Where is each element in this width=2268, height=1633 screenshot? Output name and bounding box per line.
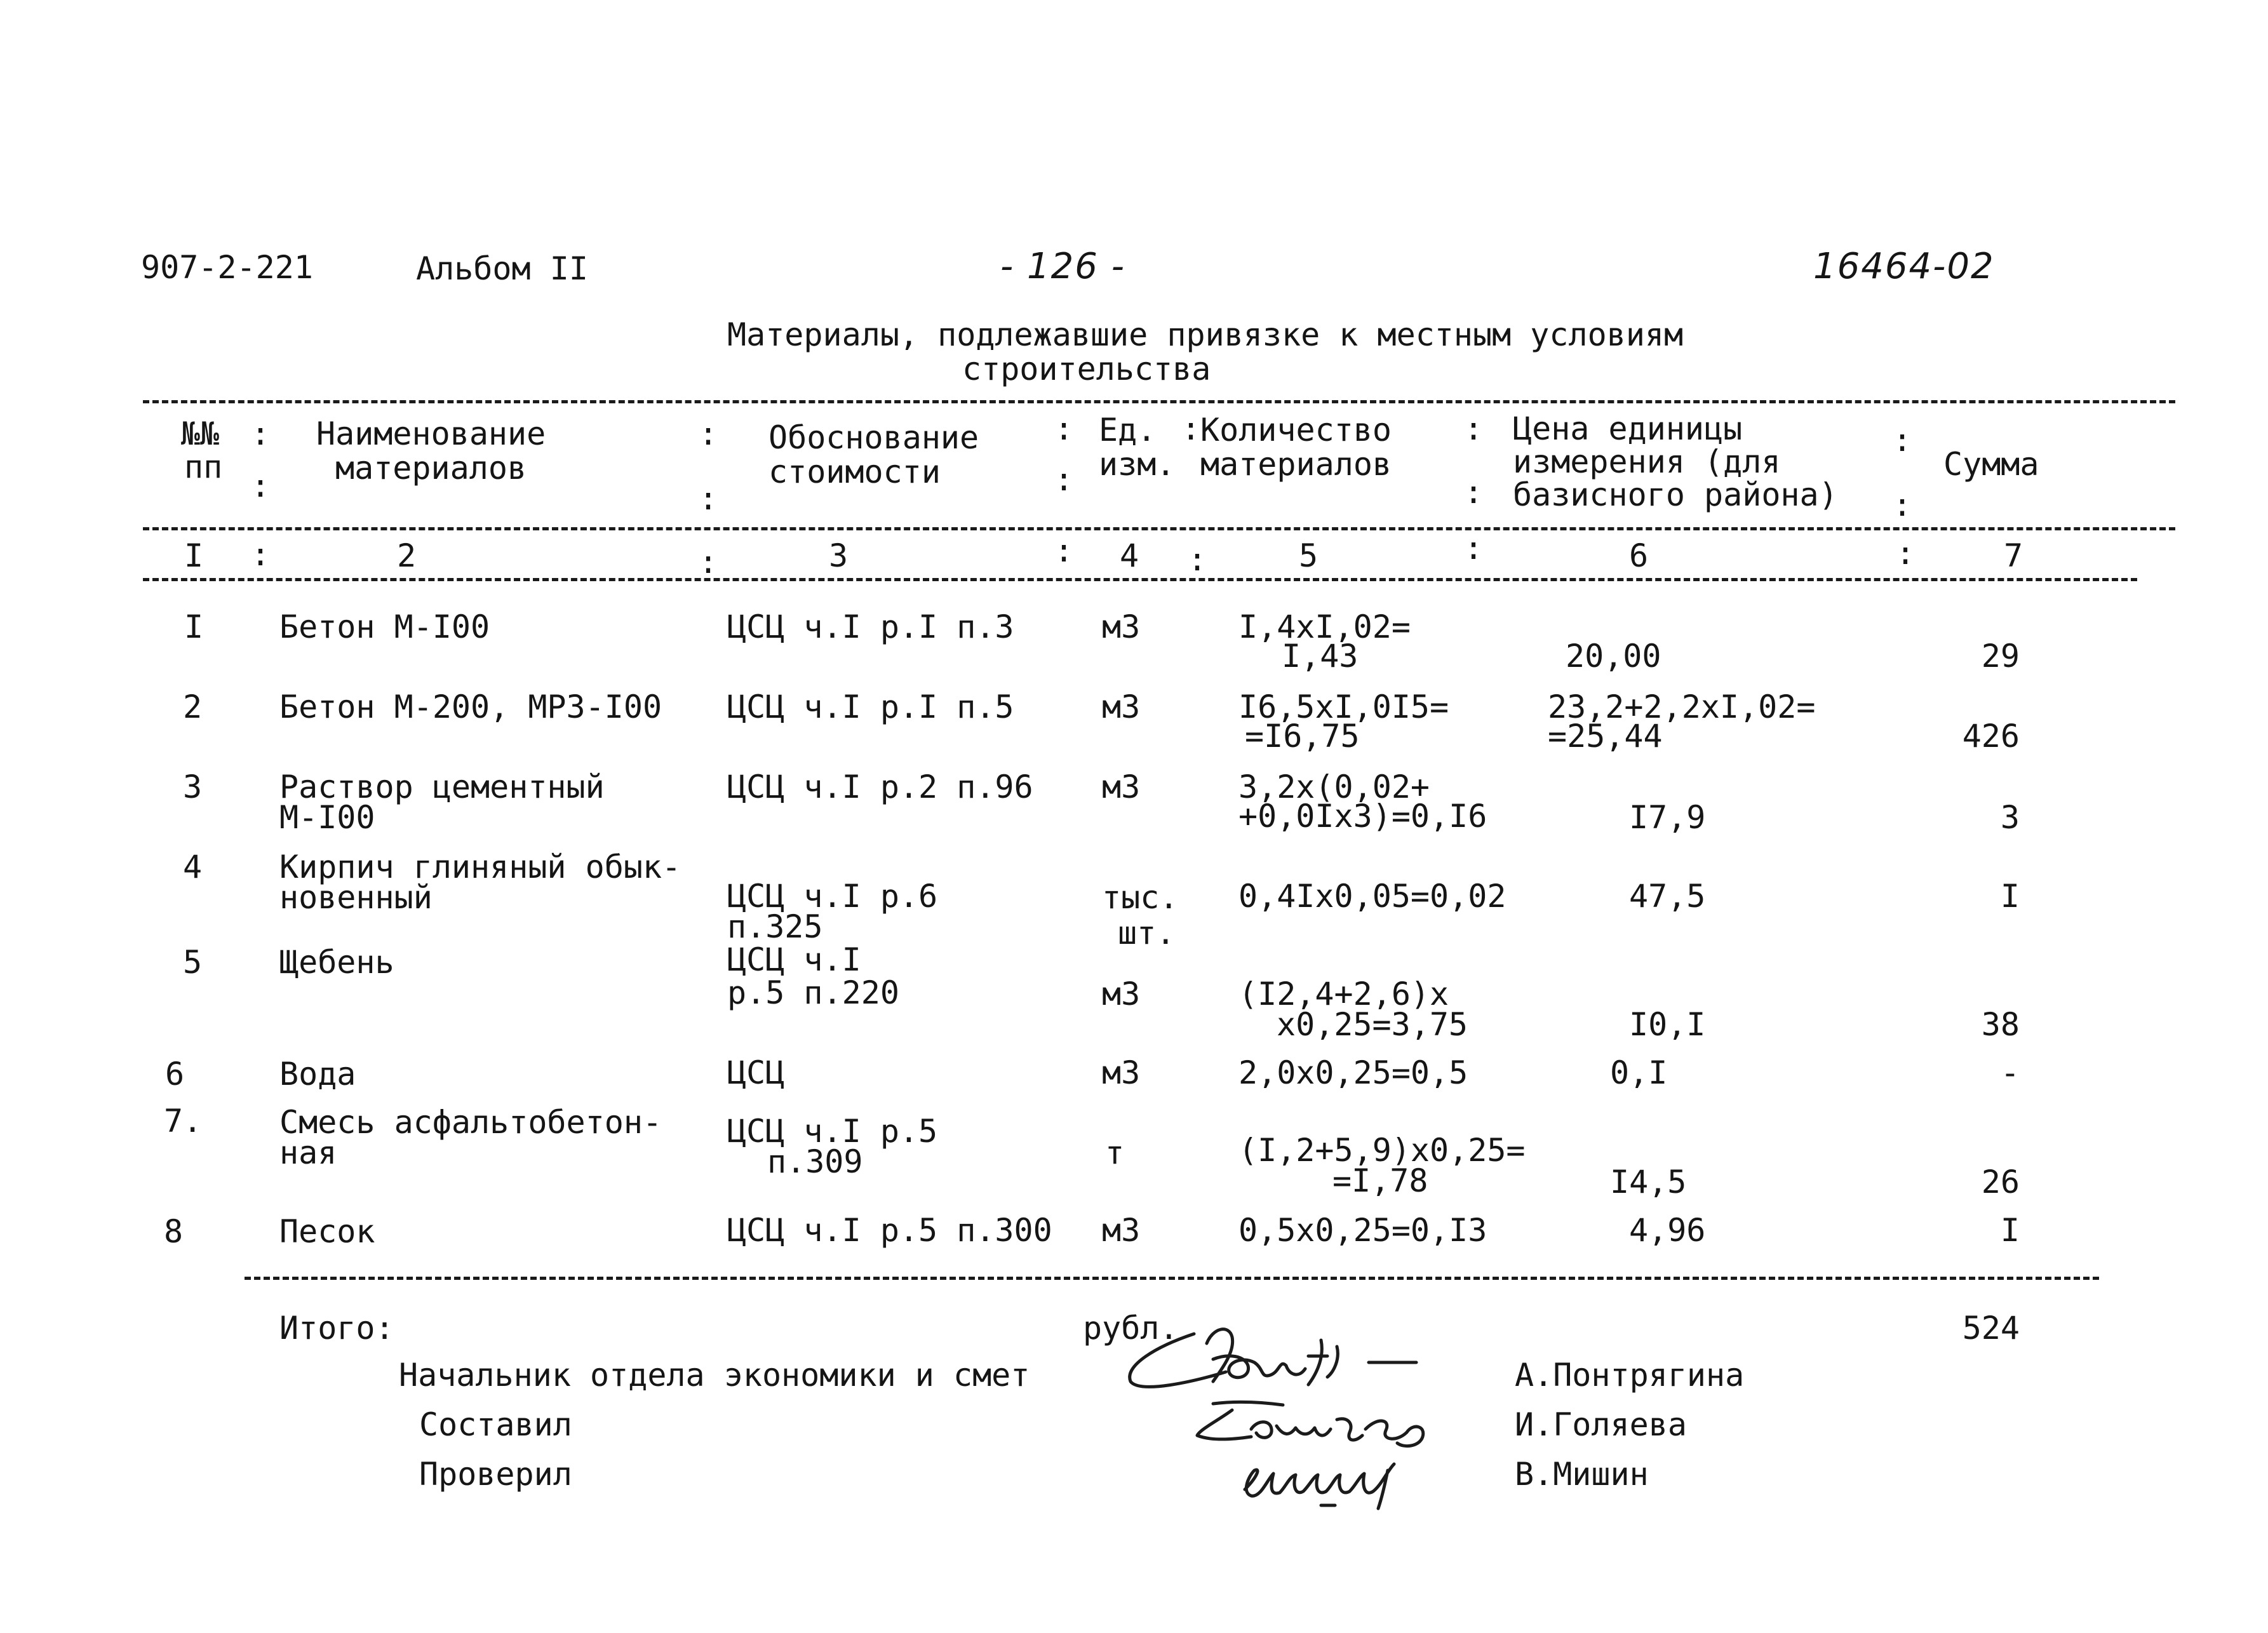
sum: 26 xyxy=(1981,1164,2020,1200)
col-header-number: №№ xyxy=(181,415,220,452)
col-header-sum: Сумма xyxy=(1943,446,2039,483)
unit: м3 xyxy=(1102,1212,1141,1249)
column-number: I xyxy=(184,537,204,574)
col-header-unit: изм. xyxy=(1099,446,1176,483)
row-number: 7. xyxy=(164,1103,203,1139)
header-separator: : xyxy=(1896,535,1916,572)
cost-basis: ЦСЦ ч.I р.5 п.300 xyxy=(727,1212,1052,1249)
col-header-quantity: материалов xyxy=(1200,446,1392,483)
unit-price: I4,5 xyxy=(1610,1164,1687,1200)
material-name: М-I00 xyxy=(279,799,375,836)
column-numbers-rule xyxy=(143,578,2137,581)
material-name: Раствор цементный xyxy=(279,769,605,805)
column-number: 4 xyxy=(1120,537,1139,574)
quantity: 3,2x(0,02+ xyxy=(1238,769,1430,805)
header-separator: : xyxy=(1893,422,1912,459)
header-separator: : xyxy=(1054,461,1074,498)
unit: м3 xyxy=(1102,1054,1141,1091)
column-number: 6 xyxy=(1629,537,1649,574)
col-header-basis: стоимости xyxy=(768,454,941,490)
signature-role: Проверил xyxy=(419,1456,572,1493)
sum: I xyxy=(2000,1212,2020,1249)
cost-basis: ЦСЦ ч.I xyxy=(727,941,861,978)
header-separator: : xyxy=(251,536,271,573)
total-sum: 524 xyxy=(1962,1310,2020,1347)
quantity: +0,0Ix3)=0,I6 xyxy=(1238,798,1487,835)
signature-role: Составил xyxy=(419,1406,572,1443)
cost-basis: п.309 xyxy=(767,1143,863,1180)
unit-price: 4,96 xyxy=(1629,1212,1706,1249)
material-name: Бетон М-I00 xyxy=(279,608,490,645)
signature-name: И.Голяева xyxy=(1515,1406,1687,1443)
sum: - xyxy=(2000,1054,2020,1091)
header-separator: : xyxy=(1893,487,1912,523)
unit: т xyxy=(1105,1134,1125,1171)
quantity: x0,25=3,75 xyxy=(1277,1006,1468,1043)
signature-name: В.Мишин xyxy=(1515,1456,1649,1493)
cost-basis: ЦСЦ ч.I р.2 п.96 xyxy=(727,769,1033,805)
sum: 29 xyxy=(1981,638,2020,675)
row-number: 2 xyxy=(183,689,203,725)
unit-price: 0,I xyxy=(1610,1054,1668,1091)
material-name: Вода xyxy=(279,1056,356,1092)
inventory-number: 16464-02 xyxy=(1813,246,1995,287)
material-name: ная xyxy=(279,1134,337,1171)
col-header-unit: Ед. xyxy=(1099,412,1157,448)
table-title-line1: Материалы, подлежавшие привязке к местным условиям xyxy=(727,316,1684,353)
quantity: I,43 xyxy=(1282,638,1359,675)
column-number: 7 xyxy=(2004,537,2023,574)
unit-price: 47,5 xyxy=(1629,878,1706,915)
unit-price: I0,I xyxy=(1629,1006,1706,1043)
unit: м3 xyxy=(1102,608,1141,645)
unit: тыс. xyxy=(1102,879,1179,916)
material-name: Бетон М-200, МРЗ-I00 xyxy=(279,689,662,725)
unit-price: =25,44 xyxy=(1548,718,1663,755)
cost-basis: п.325 xyxy=(727,908,823,945)
col-header-name: Наименование xyxy=(316,415,546,452)
signature-checker xyxy=(1226,1442,1429,1512)
col-header-price: Цена единицы xyxy=(1513,410,1743,447)
header-separator: : xyxy=(1464,474,1484,511)
document-code: 907-2-221 xyxy=(141,249,313,286)
quantity: (I,2+5,9)x0,25= xyxy=(1238,1132,1526,1169)
quantity: I6,5xI,0I5= xyxy=(1238,689,1449,725)
unit-price: 23,2+2,2xI,02= xyxy=(1548,689,1816,725)
column-number: 5 xyxy=(1299,537,1319,574)
page-number: - 126 - xyxy=(1000,246,1125,287)
header-separator: : xyxy=(1464,410,1484,447)
cost-basis: ЦСЦ ч.I р.5 xyxy=(727,1113,938,1150)
col-header-number: пп xyxy=(184,448,223,485)
unit-price: I7,9 xyxy=(1629,799,1706,836)
total-label: Итого: xyxy=(279,1310,394,1347)
column-number: 2 xyxy=(397,537,417,574)
signature-head-of-department xyxy=(1118,1321,1435,1397)
album-label: Альбом II xyxy=(416,250,588,287)
signature-name: А.Понтрягина xyxy=(1515,1357,1745,1394)
quantity: =I6,75 xyxy=(1245,718,1360,755)
header-separator: : xyxy=(1464,530,1484,567)
col-header-name: материалов xyxy=(335,450,527,487)
cost-basis: ЦСЦ ч.I р.I п.3 xyxy=(727,608,1014,645)
unit: м3 xyxy=(1102,689,1141,725)
header-separator: : xyxy=(1181,410,1201,447)
col-header-basis: Обоснование xyxy=(768,419,979,456)
col-header-price: базисного района) xyxy=(1513,476,1838,513)
material-name: Щебень xyxy=(279,944,394,981)
quantity: 2,0x0,25=0,5 xyxy=(1238,1054,1468,1091)
cost-basis: ЦСЦ xyxy=(727,1054,785,1091)
row-number: 5 xyxy=(183,944,203,981)
header-separator: : xyxy=(251,467,271,504)
header-separator: : xyxy=(251,415,271,452)
table-bottom-rule xyxy=(245,1277,2099,1280)
material-name: Смесь асфальтобетон- xyxy=(279,1104,662,1141)
cost-basis: р.5 п.220 xyxy=(727,974,899,1011)
sum: 38 xyxy=(1981,1006,2020,1043)
quantity: I,4xI,02= xyxy=(1238,608,1411,645)
quantity: =I,78 xyxy=(1332,1162,1428,1199)
quantity: 0,4Ix0,05=0,02 xyxy=(1238,878,1506,915)
sum: 426 xyxy=(1962,718,2020,755)
header-separator: : xyxy=(699,544,718,581)
col-header-quantity: Количество xyxy=(1200,412,1392,448)
sum: I xyxy=(2000,878,2020,915)
row-number: 3 xyxy=(183,769,203,805)
row-number: 8 xyxy=(164,1213,184,1250)
quantity: 0,5x0,25=0,I3 xyxy=(1238,1212,1487,1249)
header-bottom-rule xyxy=(143,527,2175,530)
signature-role: Начальник отдела экономики и смет xyxy=(399,1357,1030,1394)
sum: 3 xyxy=(2000,799,2020,836)
header-separator: : xyxy=(1054,410,1074,447)
col-header-price: измерения (для xyxy=(1513,443,1781,480)
unit: шт. xyxy=(1118,915,1176,951)
material-name: Песок xyxy=(279,1213,375,1250)
cost-basis: ЦСЦ ч.I р.6 xyxy=(727,878,938,915)
column-number: 3 xyxy=(829,537,849,574)
cost-basis: ЦСЦ ч.I р.I п.5 xyxy=(727,689,1014,725)
unit: м3 xyxy=(1102,976,1141,1012)
unit-price: 20,00 xyxy=(1566,638,1661,675)
header-separator: : xyxy=(1054,532,1074,569)
unit: м3 xyxy=(1102,769,1141,805)
row-number: 6 xyxy=(165,1056,185,1092)
total-unit: рубл. xyxy=(1083,1310,1179,1347)
header-separator: : xyxy=(699,480,718,517)
row-number: I xyxy=(184,608,204,645)
material-name: новенный xyxy=(279,879,433,916)
header-separator: : xyxy=(699,415,718,452)
table-title-line2: строительства xyxy=(962,351,1211,387)
header-separator: : xyxy=(1188,541,1207,578)
quantity: (I2,4+2,6)x xyxy=(1238,976,1449,1012)
row-number: 4 xyxy=(183,849,203,885)
material-name: Кирпич глиняный обык- xyxy=(279,849,681,885)
table-top-rule xyxy=(143,400,2175,403)
